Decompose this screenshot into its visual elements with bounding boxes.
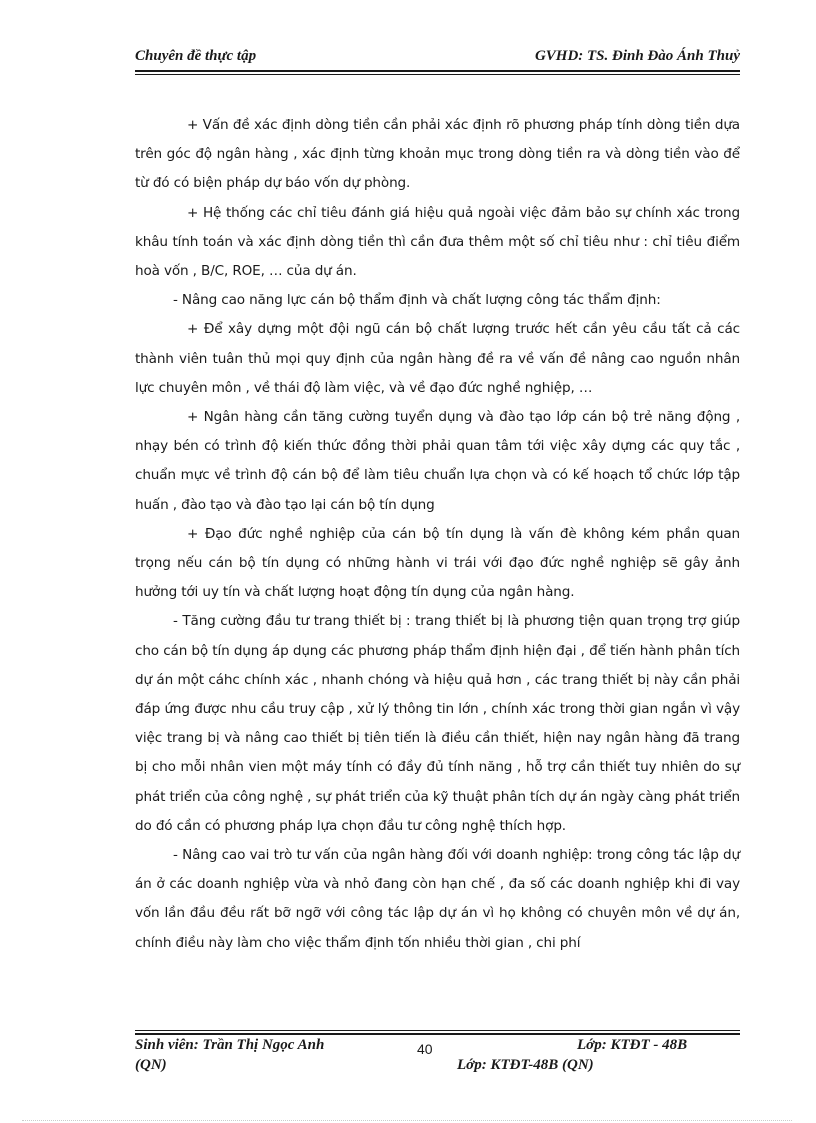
footer-student-suffix: (QN)	[135, 1057, 167, 1073]
header-document-title: Chuyên đề thực tập	[135, 48, 257, 64]
paragraph-cash-flow: + Vấn đề xác định dòng tiền cần phải xác định rõ phương pháp tính dòng tiền dựa trên góc độ ngân hàng , xác định từng khoản mục trong dòng tiền ra và dòng tiền vào để từ đó có biện pháp dự báo vốn dự phòng.	[135, 117, 740, 192]
footer-student-name: Sinh viên: Trần Thị Ngọc Anh	[135, 1037, 325, 1053]
paragraph-staff-capacity-heading: - Nâng cao năng lực cán bộ thẩm định và chất lượng công tác thẩm định:	[173, 292, 661, 309]
header-advisor: GVHD: TS. Đinh Đào Ánh Thuỷ	[534, 48, 740, 64]
page-bottom-edge	[22, 1120, 792, 1121]
header-divider	[135, 70, 740, 75]
page-header	[135, 48, 740, 70]
footer-class-bottom: Lớp: KTĐT-48B (QN)	[457, 1057, 594, 1073]
paragraph-professional-ethics: + Đạo đức nghề nghiệp của cán bộ tín dụng là vấn đè không kém phần quan trọng nếu cán bộ tín dụng có những hành vi trái với đạo đức nghề nghiệp sẽ gây ảnh hưởng tới uy tín và chất lượng hoạt động tín dụng của ngân hàng.	[135, 525, 740, 601]
page-number: 40	[417, 1041, 433, 1057]
paragraph-equipment-investment: - Tăng cường đầu tư trang thiết bị : trang thiết bị là phương tiện quan trọng trợ giúp cho cán bộ tín dụng áp dụng các phương pháp thẩm định hiện đại , để tiến hành phân tích dự án một cáhc chính xác , nhanh chóng và hiệu quả hơn , các trang thiết bị này cần phải đáp ứng được nhu cầu truy cập , xử lý thông tin lớn , chính xác trong thời gian ngắn vì vậy việc trang bị và nâng cao thiết bị tiên tiến là điều cần thiết, hiện nay ngân hàng đã trang bị cho mỗi nhân vien một máy tính có đầy đủ tính năng , hỗ trợ cần thiết tuy nhiên do sự phát triển của công nghệ , sự phát triển của kỹ thuật phân tích dự án ngày càng phát triển do đó cần có phương pháp lựa chọn đầu tư công nghệ thích hợp.	[135, 613, 740, 834]
document-body	[135, 111, 740, 958]
footer-divider	[135, 1030, 740, 1035]
footer-class-top: Lớp: KTĐT - 48B	[577, 1037, 688, 1053]
paragraph-indicators: + Hệ thống các chỉ tiêu đánh giá hiệu quả ngoài việc đảm bảo sự chính xác trong khâu tính toán và xác định dòng tiền thì cần đưa thêm một số chỉ tiêu như : chỉ tiêu điểm hoà vốn , B/C, ROE, … của dự án.	[135, 204, 740, 280]
paragraph-team-building: + Để xây dựng một đội ngũ cán bộ chất lượng trước hết cần yêu cầu tất cả các thành viên tuân thủ mọi quy định của ngân hàng đề ra về vấn đề nâng cao nguồn nhân lực chuyên môn , về thái độ làm việc, và về đạo đức nghề nghiệp, …	[135, 321, 740, 396]
paragraph-recruitment: + Ngân hàng cần tăng cường tuyển dụng và đào tạo lớp cán bộ trẻ năng động , nhạy bén có trình độ kiến thức đồng thời phải quan tâm tới việc xây dựng các quy tắc , chuẩn mực về trình độ cán bộ để làm tiêu chuẩn lựa chọn và có kế hoạch tổ chức lớp tập huấn , đào tạo và đào tạo lại cán bộ tín dụng	[135, 409, 740, 513]
paragraph-advisory-role: - Nâng cao vai trò tư vấn của ngân hàng đối với doanh nghiệp: trong công tác lập dự án ở các doanh nghiệp vừa và nhỏ đang còn hạn chế , đa số các doanh nghiệp khi đi vay vốn lần đầu đều rất bỡ ngỡ với công tác lập dự án vì họ không có chuyên môn về dự án, chính điều này làm cho việc thẩm định tốn nhiều thời gian , chi phí	[135, 847, 740, 951]
